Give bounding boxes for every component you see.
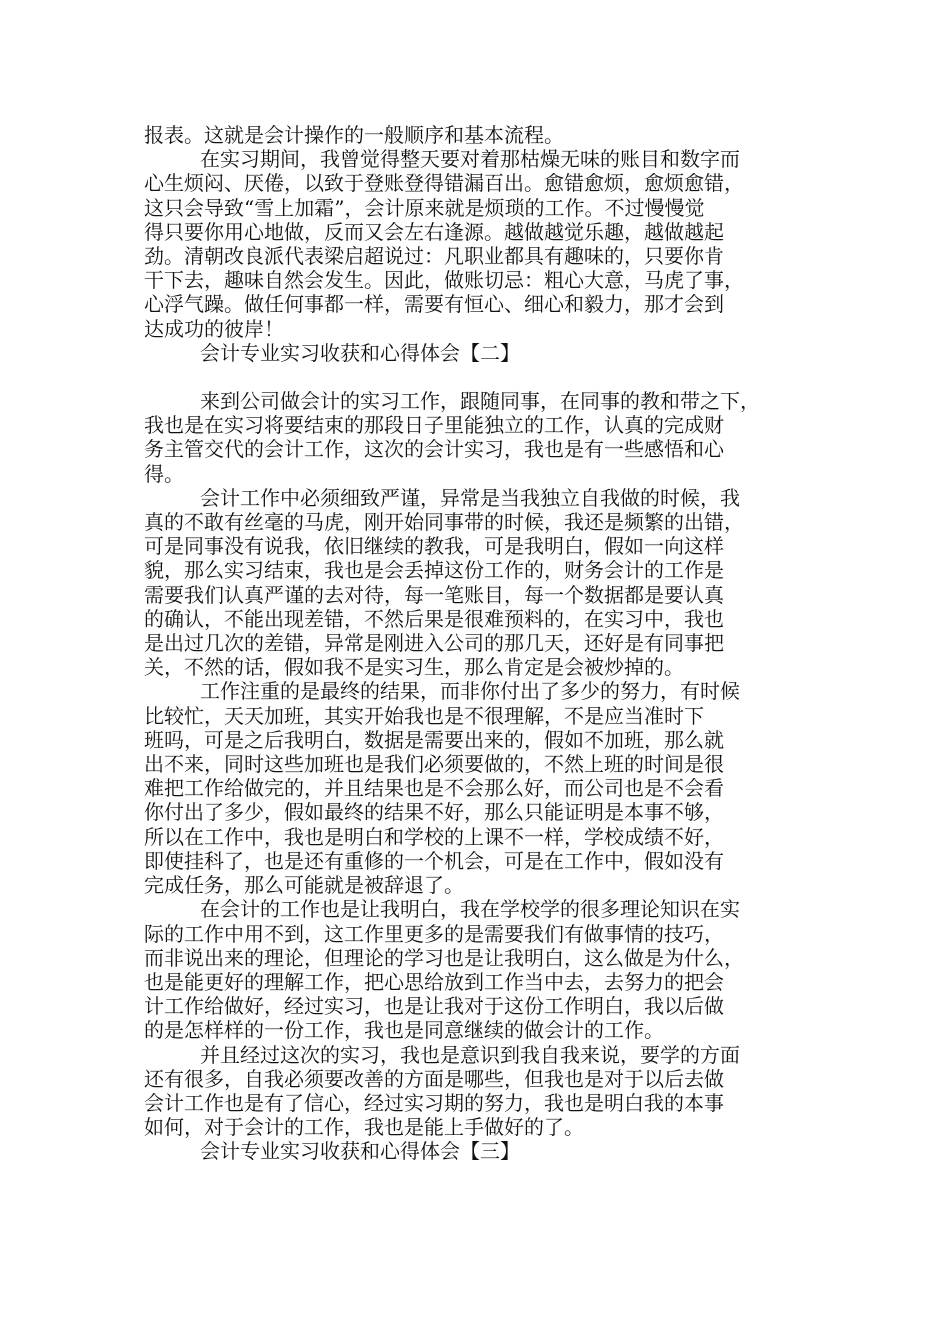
paragraph-line: 貌，那么实习结束，我也是会丢掉这份工作的，财务会计的工作是	[144, 558, 724, 583]
paragraph-line: 报表。这就是会计操作的一般顺序和基本流程。	[144, 123, 564, 147]
paragraph-line: 还有很多，自我必须要改善的方面是哪些，但我也是对于以后去做	[144, 1066, 724, 1091]
paragraph-line: 的是怎样样的一份工作，我也是同意继续的做会计的工作。	[144, 1018, 664, 1043]
paragraph-line: 难把工作给做完的，并且结果也是不会那么好，而公司也是不会看	[144, 776, 724, 801]
paragraph-line: 务主管交代的会计工作，这次的会计实习，我也是有一些感悟和心	[144, 437, 724, 462]
paragraph-line: 得。	[144, 461, 184, 486]
paragraph-line: 会计工作中必须细致严谨，异常是当我独立自我做的时候，我	[200, 485, 740, 510]
paragraph-line: 比较忙，天天加班，其实开始我也是不很理解，不是应当准时下	[144, 703, 704, 728]
paragraph-line: 计工作给做好，经过实习，也是让我对于这份工作明白，我以后做	[144, 994, 724, 1019]
paragraph-line: 达成功的彼岸！	[144, 316, 284, 341]
paragraph-line: 关，不然的话，假如我不是实习生，那么肯定是会被炒掉的。	[144, 655, 684, 680]
section-heading: 会计专业实习收获和心得体会【三】	[200, 1139, 520, 1164]
paragraph-line: 劲。清朝改良派代表梁启超说过：凡职业都具有趣味的，只要你肯	[144, 244, 724, 269]
paragraph-line: 得只要你用心地做，反而又会左右逢源。越做越觉乐趣，越做越起	[144, 219, 724, 244]
paragraph-line: 如何，对于会计的工作，我也是能上手做好的了。	[144, 1115, 584, 1140]
document-body	[144, 123, 804, 1164]
paragraph-line: 出不来，同时这些加班也是我们必须要做的，不然上班的时间是很	[144, 752, 724, 777]
paragraph-line: 这只会导致“雪上加霜”，会计原来就是烦琐的工作。不过慢慢觉	[144, 195, 705, 220]
paragraph-line: 在会计的工作也是让我明白，我在学校学的很多理论知识在实	[200, 897, 740, 922]
paragraph-line: 也是能更好的理解工作，把心思给放到工作当中去，去努力的把会	[144, 969, 724, 994]
paragraph-line: 心生烦闷、厌倦，以致于登账登得错漏百出。愈错愈烦，愈烦愈错，	[144, 171, 744, 196]
paragraph-line: 即使挂科了，也是还有重修的一个机会，可是在工作中，假如没有	[144, 848, 724, 873]
section-heading: 会计专业实习收获和心得体会【二】	[200, 340, 520, 365]
paragraph-line: 来到公司做会计的实习工作，跟随同事，在同事的教和带之下，	[200, 389, 760, 414]
paragraph-line: 际的工作中用不到，这工作里更多的是需要我们有做事情的技巧，	[144, 921, 724, 946]
paragraph-line: 是出过几次的差错，异常是刚进入公司的那几天，还好是有同事把	[144, 631, 724, 656]
paragraph-line: 工作注重的是最终的结果，而非你付出了多少的努力，有时候	[200, 679, 740, 704]
blank-line	[144, 365, 804, 389]
paragraph-line: 所以在工作中，我也是明白和学校的上课不一样，学校成绩不好，	[144, 824, 724, 849]
paragraph-line: 会计工作也是有了信心，经过实习期的努力，我也是明白我的本事	[144, 1090, 724, 1115]
paragraph-line: 并且经过这次的实习，我也是意识到我自我来说，要学的方面	[200, 1042, 740, 1067]
paragraph-line: 在实习期间，我曾觉得整天要对着那枯燥无味的账目和数字而	[200, 147, 740, 172]
paragraph-line: 可是同事没有说我，依旧继续的教我，可是我明白，假如一向这样	[144, 534, 724, 559]
paragraph-line: 班吗，可是之后我明白，数据是需要出来的，假如不加班，那么就	[144, 727, 724, 752]
paragraph-line: 需要我们认真严谨的去对待，每一笔账目，每一个数据都是要认真	[144, 582, 724, 607]
paragraph-line: 而非说出来的理论，但理论的学习也是让我明白，这么做是为什么，	[144, 945, 744, 970]
paragraph-line: 你付出了多少，假如最终的结果不好，那么只能证明是本事不够，	[144, 800, 724, 825]
paragraph-line: 完成任务，那么可能就是被辞退了。	[144, 873, 464, 898]
paragraph-line: 干下去，趣味自然会发生。因此，做账切忌：粗心大意，马虎了事，	[144, 268, 744, 293]
paragraph-line: 的确认，不能出现差错，不然后果是很难预料的，在实习中，我也	[144, 606, 724, 631]
paragraph-line: 我也是在实习将要结束的那段日子里能独立的工作，认真的完成财	[144, 413, 724, 438]
paragraph-line: 真的不敢有丝毫的马虎，刚开始同事带的时候，我还是频繁的出错，	[144, 510, 744, 535]
paragraph-line: 心浮气躁。做任何事都一样，需要有恒心、细心和毅力，那才会到	[144, 292, 724, 317]
